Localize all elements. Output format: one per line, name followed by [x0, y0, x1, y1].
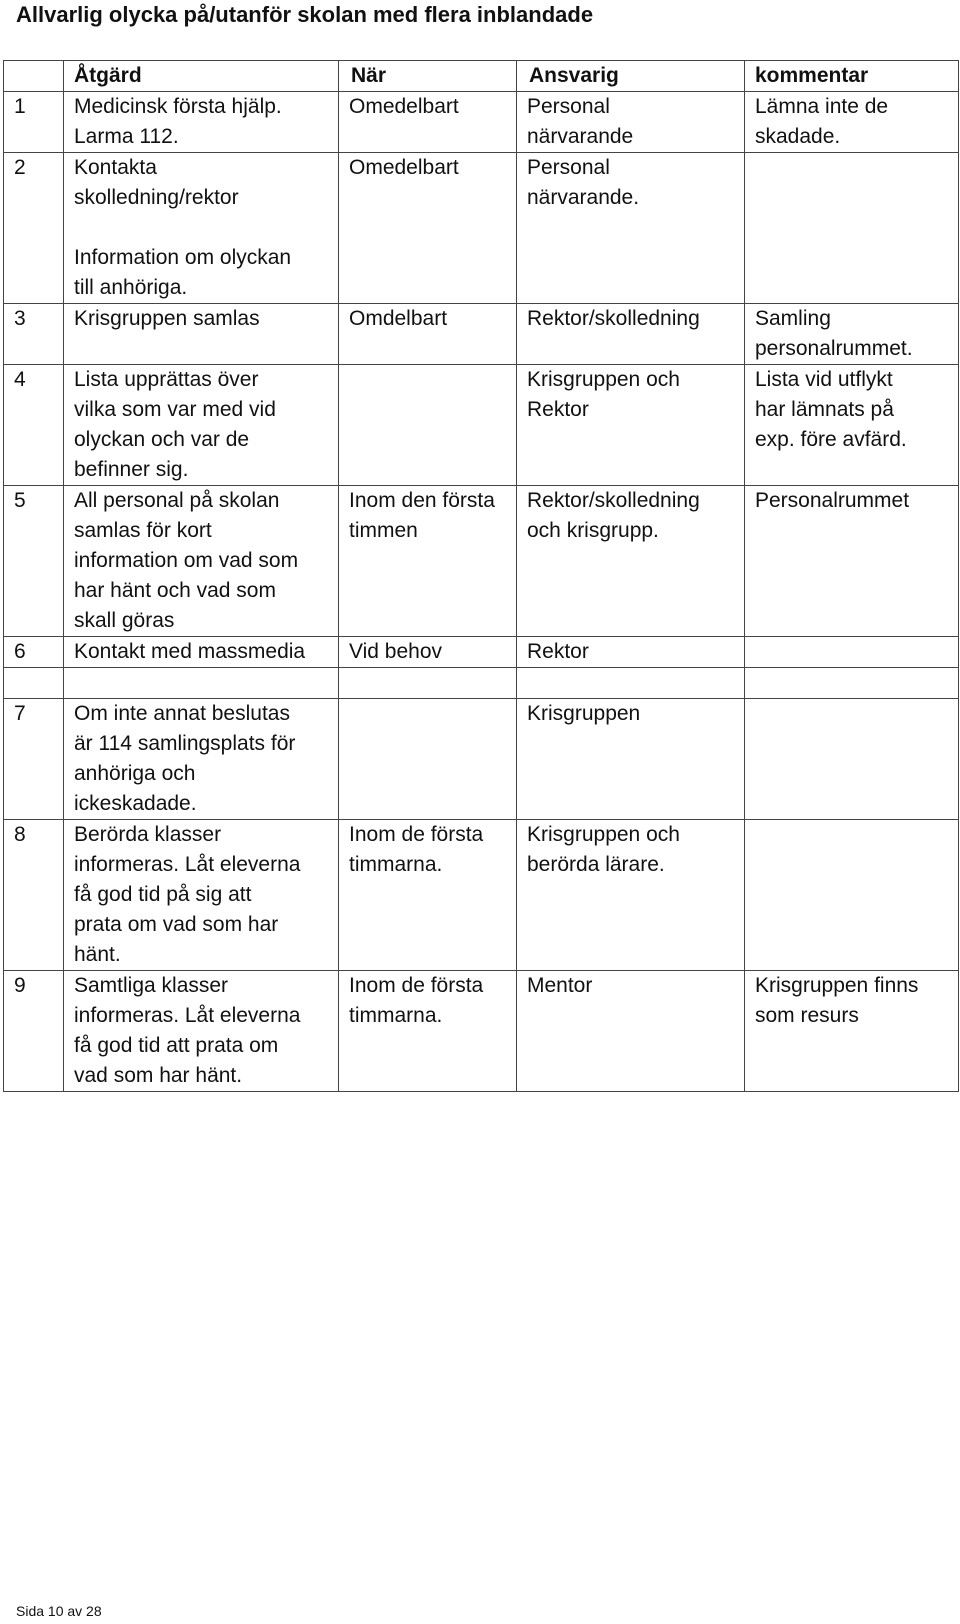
cell-line: Krisgruppen samlas: [74, 307, 260, 330]
cell-line: har lämnats på: [755, 398, 894, 421]
row-responsible: [517, 637, 745, 668]
row-when: [339, 486, 517, 637]
row-action: [64, 699, 339, 820]
row-responsible: [517, 365, 745, 486]
row-comment: [745, 820, 959, 971]
cell-line: samlas för kort: [74, 519, 212, 542]
cell-line: Larma 112.: [74, 125, 179, 148]
row-action: [64, 637, 339, 668]
cell-line: få god tid på sig att: [74, 883, 252, 906]
row-action: [64, 820, 339, 971]
cell-line: befinner sig.: [74, 458, 189, 481]
row-comment: [745, 365, 959, 486]
cell-line: Omedelbart: [349, 95, 459, 118]
header-responsible: Ansvarig: [517, 61, 745, 92]
row-number: 8: [4, 820, 64, 971]
row-when: [339, 153, 517, 304]
row-number: 3: [4, 304, 64, 365]
cell-line: Kontakta: [74, 156, 157, 179]
cell-line: Samling: [755, 307, 831, 330]
table-row: [4, 971, 959, 1092]
table-row: [4, 699, 959, 820]
cell-line: Personal: [527, 156, 610, 179]
row-comment: [745, 971, 959, 1092]
cell-line: Krisgruppen: [527, 702, 641, 725]
cell-line: vilka som var med vid: [74, 398, 276, 421]
cell-line: få god tid att prata om: [74, 1034, 279, 1057]
cell-line: olyckan och var de: [74, 428, 250, 451]
cell-line: ickeskadade.: [74, 792, 197, 815]
cell-line: Information om olyckan: [74, 246, 292, 269]
cell-line: Inom den första timmen: [349, 489, 495, 542]
row-when: [339, 699, 517, 820]
row-number: 1: [4, 92, 64, 153]
row-when: [339, 92, 517, 153]
cell-line: Samtliga klasser: [74, 974, 229, 997]
row-comment: [745, 486, 959, 637]
row-action: [64, 486, 339, 637]
cell-line: information om vad som: [74, 549, 299, 572]
cell-line: Rektor/skolledning: [527, 489, 700, 512]
table-row: [4, 92, 959, 153]
cell-line: är 114 samlingsplats för: [74, 732, 296, 755]
row-action: [64, 365, 339, 486]
table-row: [4, 486, 959, 637]
gap-cell: [64, 668, 339, 699]
gap-cell: [517, 668, 745, 699]
row-responsible: [517, 699, 745, 820]
row-responsible: [517, 92, 745, 153]
row-action: [64, 304, 339, 365]
cell-line: närvarande.: [527, 186, 640, 209]
row-when: [339, 637, 517, 668]
header-when: När: [339, 61, 517, 92]
cell-line: som resurs: [755, 1004, 859, 1027]
cell-line: till anhöriga.: [74, 276, 188, 299]
cell-line: skolledning/rektor: [74, 186, 239, 209]
cell-line: Lista upprättas över: [74, 368, 259, 391]
row-comment: [745, 699, 959, 820]
cell-line: All personal på skolan: [74, 489, 280, 512]
gap-cell: [339, 668, 517, 699]
row-when: [339, 971, 517, 1092]
row-when: [339, 365, 517, 486]
row-comment: [745, 153, 959, 304]
row-responsible: [517, 153, 745, 304]
row-action: [64, 153, 339, 304]
cell-line: Personal: [527, 95, 610, 118]
cell-line: skadade.: [755, 125, 841, 148]
row-number: 2: [4, 153, 64, 304]
cell-line: Om inte annat beslutas: [74, 702, 290, 725]
table-row: [4, 637, 959, 668]
cell-line: Medicinsk första hjälp.: [74, 95, 282, 118]
row-responsible: [517, 971, 745, 1092]
table-row: [4, 153, 959, 304]
cell-line: Rektor: [527, 640, 589, 663]
cell-line: Inom de första timmarna.: [349, 823, 484, 876]
header-comment: kommentar: [745, 61, 959, 92]
row-comment: [745, 92, 959, 153]
cell-line: berörda lärare.: [527, 853, 665, 876]
cell-line: hänt.: [74, 943, 121, 966]
cell-line: Lista vid utflykt: [755, 368, 893, 391]
row-responsible: [517, 304, 745, 365]
cell-line: informeras. Låt eleverna: [74, 1004, 301, 1027]
cell-line: personalrummet.: [755, 337, 913, 360]
cell-line: och krisgrupp.: [527, 519, 659, 542]
cell-line: har hänt och vad som: [74, 579, 276, 602]
row-responsible: [517, 820, 745, 971]
row-responsible: [517, 486, 745, 637]
cell-line: Personalrummet: [755, 489, 910, 512]
cell-line: Mentor: [527, 974, 593, 997]
gap-cell: [4, 668, 64, 699]
cell-line: informeras. Låt eleverna: [74, 853, 301, 876]
row-number: 4: [4, 365, 64, 486]
row-when: [339, 304, 517, 365]
row-when: [339, 820, 517, 971]
cell-line: vad som har hänt.: [74, 1064, 243, 1087]
row-number: 5: [4, 486, 64, 637]
cell-line: Krisgruppen och: [527, 368, 680, 391]
page-title: Allvarlig olycka på/utanför skolan med flera inblandade: [16, 2, 594, 27]
cell-line: Vid behov: [349, 640, 443, 663]
cell-line: Omdelbart: [349, 307, 448, 330]
row-action: [64, 92, 339, 153]
row-action: [64, 971, 339, 1092]
cell-line: anhöriga och: [74, 762, 196, 785]
table-row: [4, 820, 959, 971]
cell-line: Krisgruppen finns: [755, 974, 919, 997]
row-comment: [745, 304, 959, 365]
cell-line: närvarande: [527, 125, 634, 148]
gap-cell: [745, 668, 959, 699]
cell-line: Inom de första timmarna.: [349, 974, 484, 1027]
table-row: [4, 304, 959, 365]
cell-line: Rektor: [527, 398, 589, 421]
cell-line: Berörda klasser: [74, 823, 222, 846]
header-action: Åtgärd: [64, 61, 339, 92]
table-header-row: [4, 61, 959, 92]
action-plan-table: [3, 60, 959, 1092]
table-row: [4, 365, 959, 486]
cell-line: exp. före avfärd.: [755, 428, 907, 451]
cell-line: Rektor/skolledning: [527, 307, 700, 330]
row-comment: [745, 637, 959, 668]
row-number: 9: [4, 971, 64, 1092]
header-number: [4, 61, 64, 92]
cell-line: Krisgruppen och: [527, 823, 680, 846]
cell-line: prata om vad som har: [74, 913, 279, 936]
cell-line: skall göras: [74, 609, 175, 632]
page-footer: Sida 10 av 28: [16, 1603, 102, 1619]
row-number: 7: [4, 699, 64, 820]
cell-line: [74, 213, 338, 243]
table-body: [4, 92, 959, 1092]
cell-line: Omedelbart: [349, 156, 459, 179]
row-number: 6: [4, 637, 64, 668]
cell-line: Kontakt med massmedia: [74, 640, 306, 663]
cell-line: Lämna inte de: [755, 95, 889, 118]
table-gap-row: [4, 668, 959, 699]
